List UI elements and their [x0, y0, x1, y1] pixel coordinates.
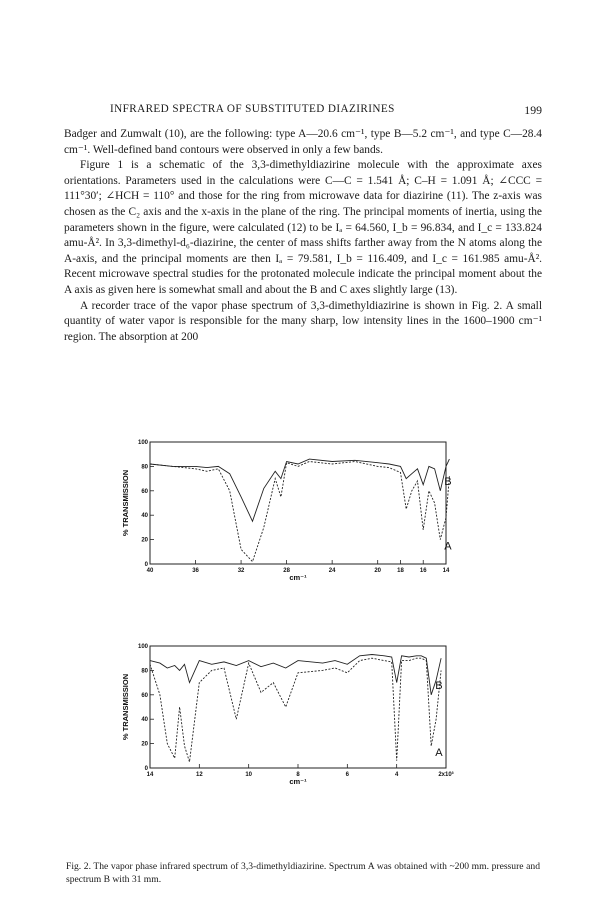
x-tick-label: 16: [419, 568, 427, 574]
running-title: INFRARED SPECTRA OF SUBSTITUTED DIAZIRINES: [110, 103, 395, 115]
paragraph-2: Figure 1 is a schematic of the 3,3-dimethyldiazirine molecule with the approximate axes orientations. Parameters used in the calculations were C—C = 1.541 Å; C–H = 1.091 Å; ∠CCC = 111°30′; ∠HCH = 110° and those for the ring from microwave data for diazirine (11). The z-axis was chosen as the C₂ axis and the x-axis in the plane of the ring. The principal moments of inertia, using the parameters shown in the figure, were calculated (12) to be Iₐ = 64.560, I_b = 96.834, and I_c = 133.824 amu-Å². In 3,3-dimethyl-d₆-diazirine, the center of mass shifts farther away from the N atoms along the A-axis, and the principal moments are then Iₐ = 79.581, I_b = 116.409, and I_c = 161.985 amu-Å². Recent microwave spectral studies for the protonated molecule indicate the principal moment about the A axis as given here is somewhat small and about the B and C axes slightly large (13).: [64, 159, 542, 296]
paragraph-3: A recorder trace of the vapor phase spectrum of 3,3-dimethyldiazirine is shown in Fig. 2. A small quantity of water vapor is responsible for the many sharp, low intensity lines in the 1600–1900 cm⁻¹ region. The absorption at 200: [64, 299, 542, 343]
x-tick-label: 12: [195, 772, 203, 778]
x-tick-label: 2x10³: [438, 772, 454, 778]
figure-caption: Fig. 2. The vapor phase infrared spectrum of 3,3-dimethyldiazirine. Spectrum A was obtained with ~200 mm. pressure and spectrum B with 31 mm.: [66, 861, 540, 886]
x-tick-label: 20: [374, 568, 382, 574]
y-tick-label: 80: [141, 668, 148, 675]
x-tick-label: 6: [345, 772, 350, 778]
x-tick-label: 36: [192, 568, 199, 574]
page-number: 199: [524, 103, 542, 117]
x-tick-label: 24: [328, 568, 336, 574]
plot-frame: [150, 646, 446, 768]
x-tick-label: 40: [146, 568, 154, 574]
y-tick-label: 40: [141, 717, 148, 724]
spectrum-label-B: B: [435, 679, 443, 692]
x-tick-label: 10: [245, 772, 253, 778]
x-axis-label: cm⁻¹: [289, 777, 307, 786]
x-tick-label: 32: [237, 568, 245, 574]
spectrum-label-B: B: [444, 475, 452, 488]
spectrum-line-B: [150, 655, 441, 695]
spectrum-label-A: A: [435, 747, 443, 760]
y-tick-label: 100: [137, 440, 148, 446]
x-tick-label: 14: [146, 772, 154, 778]
x-tick-label: 8: [296, 772, 300, 778]
y-tick-label: 0: [144, 766, 148, 772]
y-tick-label: 0: [144, 562, 148, 568]
spectrum-label-A: A: [444, 540, 452, 553]
x-tick-label: 14: [442, 568, 450, 574]
x-tick-label: 4: [394, 772, 399, 778]
paragraph-1: Badger and Zumwalt (10), are the following: type A—20.6 cm⁻¹, type B—5.2 cm⁻¹, and type C—28.4 cm⁻¹. Well-defined band contours were observed in only a few bands.: [64, 128, 542, 156]
y-tick-label: 20: [141, 537, 148, 544]
y-tick-label: 20: [141, 741, 148, 748]
x-tick-label: 28: [283, 568, 290, 574]
y-tick-label: 60: [141, 488, 148, 495]
x-axis-label: cm⁻¹: [289, 573, 307, 582]
y-tick-label: 80: [141, 464, 148, 471]
y-tick-label: 40: [141, 513, 148, 520]
y-tick-label: 100: [137, 644, 148, 650]
y-axis-label: % TRANSMISSION: [121, 673, 130, 741]
y-axis-label: % TRANSMISSION: [121, 469, 130, 537]
x-tick-label: 18: [397, 568, 404, 574]
y-tick-label: 60: [141, 692, 148, 699]
